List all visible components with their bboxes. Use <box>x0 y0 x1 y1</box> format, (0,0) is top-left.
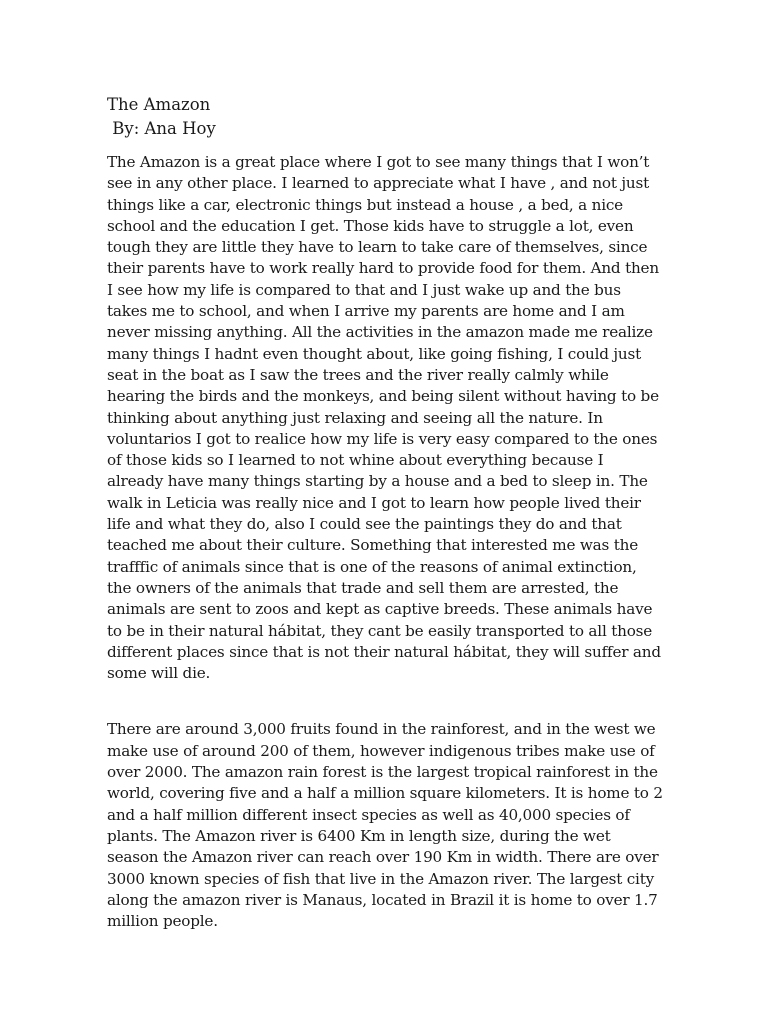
document-body <box>107 93 663 932</box>
document-title: The Amazon <box>107 95 211 114</box>
document-byline: By: Ana Hoy <box>107 119 216 138</box>
paragraph-2: There are around 3,000 fruits found in the rainforest, and in the west we make use of around 200 of them, however indigenous tribes make use of over 2000. The amazon rain forest is the largest tropical rainforest in the world, covering five and a half a million square kilometers. It is home to 2 and a half million different insect species as well as 40,000 species of plants. The Amazon river is 6400 Km in length size, during the wet season the Amazon river can reach over 190 Km in width. There are over 3000 known species of fish that live in the Amazon river. The largest city along the amazon river is Manaus, located in Brazil it is home to over 1.7 million people. <box>107 720 663 931</box>
paragraph-1: The Amazon is a great place where I got to see many things that I won’t see in any other place. I learned to appreciate what I have , and not just things like a car, electronic things but instead a house , a bed, a nice school and the education I get. Those kids have to struggle a lot, even tough they are little they have to learn to take care of themselves, since their parents have to work really hard to provide food for them. And then I see how my life is compared to that and I just wake up and the bus takes me to school, and when I arrive my parents are home and I am never missing anything. All the activities in the amazon made me realize many things I hadnt even thought about, like going fishing, I could just seat in the boat as I saw the trees and the river really calmly while hearing the birds and the monkeys, and being silent without having to be thinking about anything just relaxing and seeing all the nature. In voluntarios I got to realice how my life is very easy compared to the ones of those kids so I learned to not whine about everything because I already have many things starting by a house and a bed to sleep in. The walk in Leticia was really nice and I got to learn how people lived their life and what they do, also I could see the paintings they do and that teached me about their culture. Something that interested me was the trafffic of animals since that is one of the reasons of animal extinction, the owners of the animals that trade and sell them are arrested, the animals are sent to zoos and kept as captive breeds. These animals have to be in their natural hábitat, they cant be easily transported to all those different places since that is not their natural hábitat, they will suffer and some will die. <box>107 153 661 683</box>
